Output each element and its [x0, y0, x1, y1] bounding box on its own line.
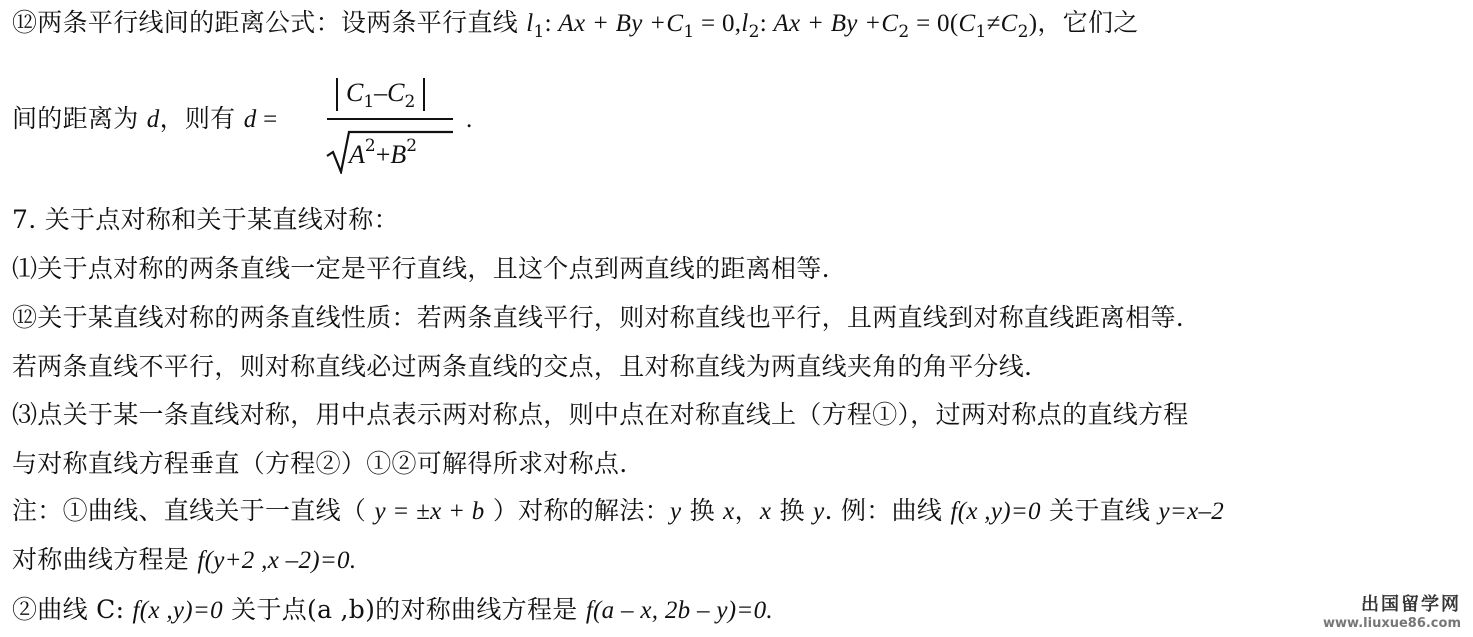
watermark-title: 出国留学网: [1361, 594, 1461, 615]
watermark: [1323, 590, 1461, 631]
fraction-denominator: $A^2+B^2$: [325, 128, 455, 174]
fraction-bar: [327, 118, 453, 120]
distance-formula-period: .: [466, 106, 473, 133]
distance-fraction: [323, 76, 463, 176]
line-symmetry-rule-cont: 若两条直线不平行，则对称直线必过两条直线的交点，且对称直线为两直线夹角的角平分线.: [12, 352, 1033, 381]
fraction-numerator: $C_1-C_2$: [336, 78, 425, 111]
point-about-line-rule: ⑶点关于某一条直线对称，用中点表示两对称点，则中点在对称直线上（方程①），过两对称点的直线方程: [12, 400, 1189, 429]
distance-formula-line-2: 间的距离为 d，则有 d =: [12, 104, 278, 133]
point-symmetry-rule: ⑴关于点对称的两条直线一定是平行直线，且这个点到两直线的距离相等.: [12, 254, 830, 283]
section-heading-7: 7. 关于点对称和关于某直线对称：: [12, 205, 399, 234]
watermark-url: www.liuxue86.com: [1323, 616, 1461, 631]
distance-formula-line-1: ⑫两条平行线间的距离公式：设两条平行直线 $l_1$: $Ax + By +C_1 = 0,l_2$: $Ax + By +C_2 = 0(C_1\ne C_2)$，它们之: [12, 8, 1139, 42]
line-symmetry-rule: ⑫关于某直线对称的两条直线性质：若两条直线平行，则对称直线也平行，且两直线到对称直线距离相等.: [12, 303, 1185, 332]
note-line: 注：①曲线、直线关于一直线（ y = ±x + b ）对称的解法：y 换 x，x 换 y. 例：曲线 f(x ,y)=0 关于直线 y=x–2: [12, 496, 1225, 525]
curve-point-symmetry-line: ②曲线 C: f(x ,y)=0 关于点(a ,b)的对称曲线方程是 f(a – x, 2b – y)=0.: [12, 595, 773, 624]
note-line-cont: 对称曲线方程是 f(y+2 ,x –2)=0.: [12, 545, 357, 574]
point-about-line-rule-cont: 与对称直线方程垂直（方程②）①②可解得所求对称点.: [12, 449, 628, 478]
